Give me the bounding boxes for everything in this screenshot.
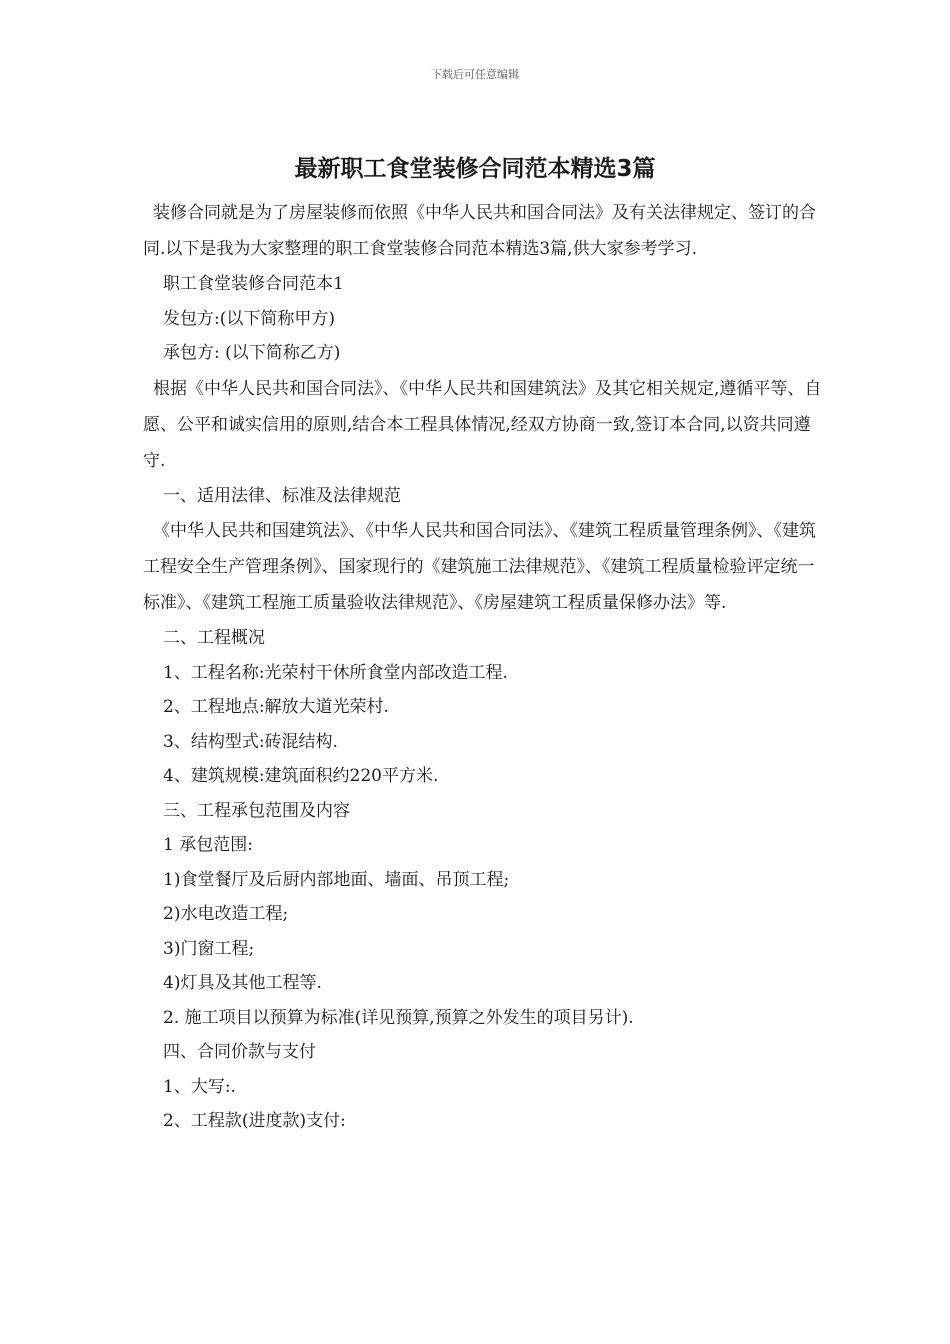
document-line: 三、工程承包范围及内容 [163, 800, 350, 821]
contract-header-lines [143, 267, 823, 371]
document-line: 2、工程款(进度款)支付: [163, 1111, 346, 1131]
page-header-note: 下载后可任意编辑 [431, 68, 519, 81]
document-line: 1)食堂餐厅及后厨内部地面、墙面、吊顶工程; [163, 869, 510, 890]
contract-clause-lines [143, 621, 823, 1139]
document-line: 4、建筑规模:建筑面积约220平方米. [163, 766, 439, 786]
document-line: 四、合同价款与支付 [163, 1042, 316, 1062]
document-line: 3、结构型式:砖混结构. [163, 731, 338, 752]
intro-paragraph: 装修合同就是为了房屋装修而依照《中华人民共和国合同法》及有关法律规定、签订的合同.以下是我为大家整理的职工食堂装修合同范本精选3篇,供大家参考学习. [143, 203, 816, 259]
laws-paragraph: 《中华人民共和国建筑法》、《中华人民共和国合同法》、《建筑工程质量管理条例》、《建筑工程安全生产管理条例》、国家现行的《建筑施工法律规范》、《建筑工程质量检验评定统一标准》、《建筑工程施工质量验收法律规范》、《房屋建筑工程质量保修办法》等. [143, 521, 816, 613]
document-line: 1、工程名称:光荣村干休所食堂内部改造工程. [163, 662, 508, 683]
document-line: 4)灯具及其他工程等. [163, 973, 322, 993]
document-line: 2、工程地点:解放大道光荣村. [163, 697, 389, 717]
document-line: 职工食堂装修合同范本1 [163, 274, 344, 294]
basis-paragraph: 根据《中华人民共和国合同法》、《中华人民共和国建筑法》及其它相关规定,遵循平等、自愿、公平和诚实信用的原则,结合本工程具体情况,经双方协商一致,签订本合同,以资共同遵守. [143, 378, 822, 471]
document-title: 最新职工食堂装修合同范本精选3篇 [294, 156, 656, 182]
document-line: 2)水电改造工程; [163, 904, 289, 924]
section-heading: 一、适用法律、标准及法律规范 [163, 485, 401, 506]
document-line: 发包方:(以下简称甲方) [163, 308, 335, 329]
document-line: 3)门窗工程; [163, 938, 255, 959]
document-line: 1 承包范围: [163, 835, 253, 855]
document-line: 二、工程概况 [163, 628, 265, 648]
document-line: 2. 施工项目以预算为标准(详见预算,预算之外发生的项目另计). [163, 1007, 634, 1028]
document-line: 1、大写:. [163, 1076, 236, 1097]
document-body [143, 195, 823, 1139]
document-line: 承包方: (以下简称乙方) [163, 343, 341, 363]
